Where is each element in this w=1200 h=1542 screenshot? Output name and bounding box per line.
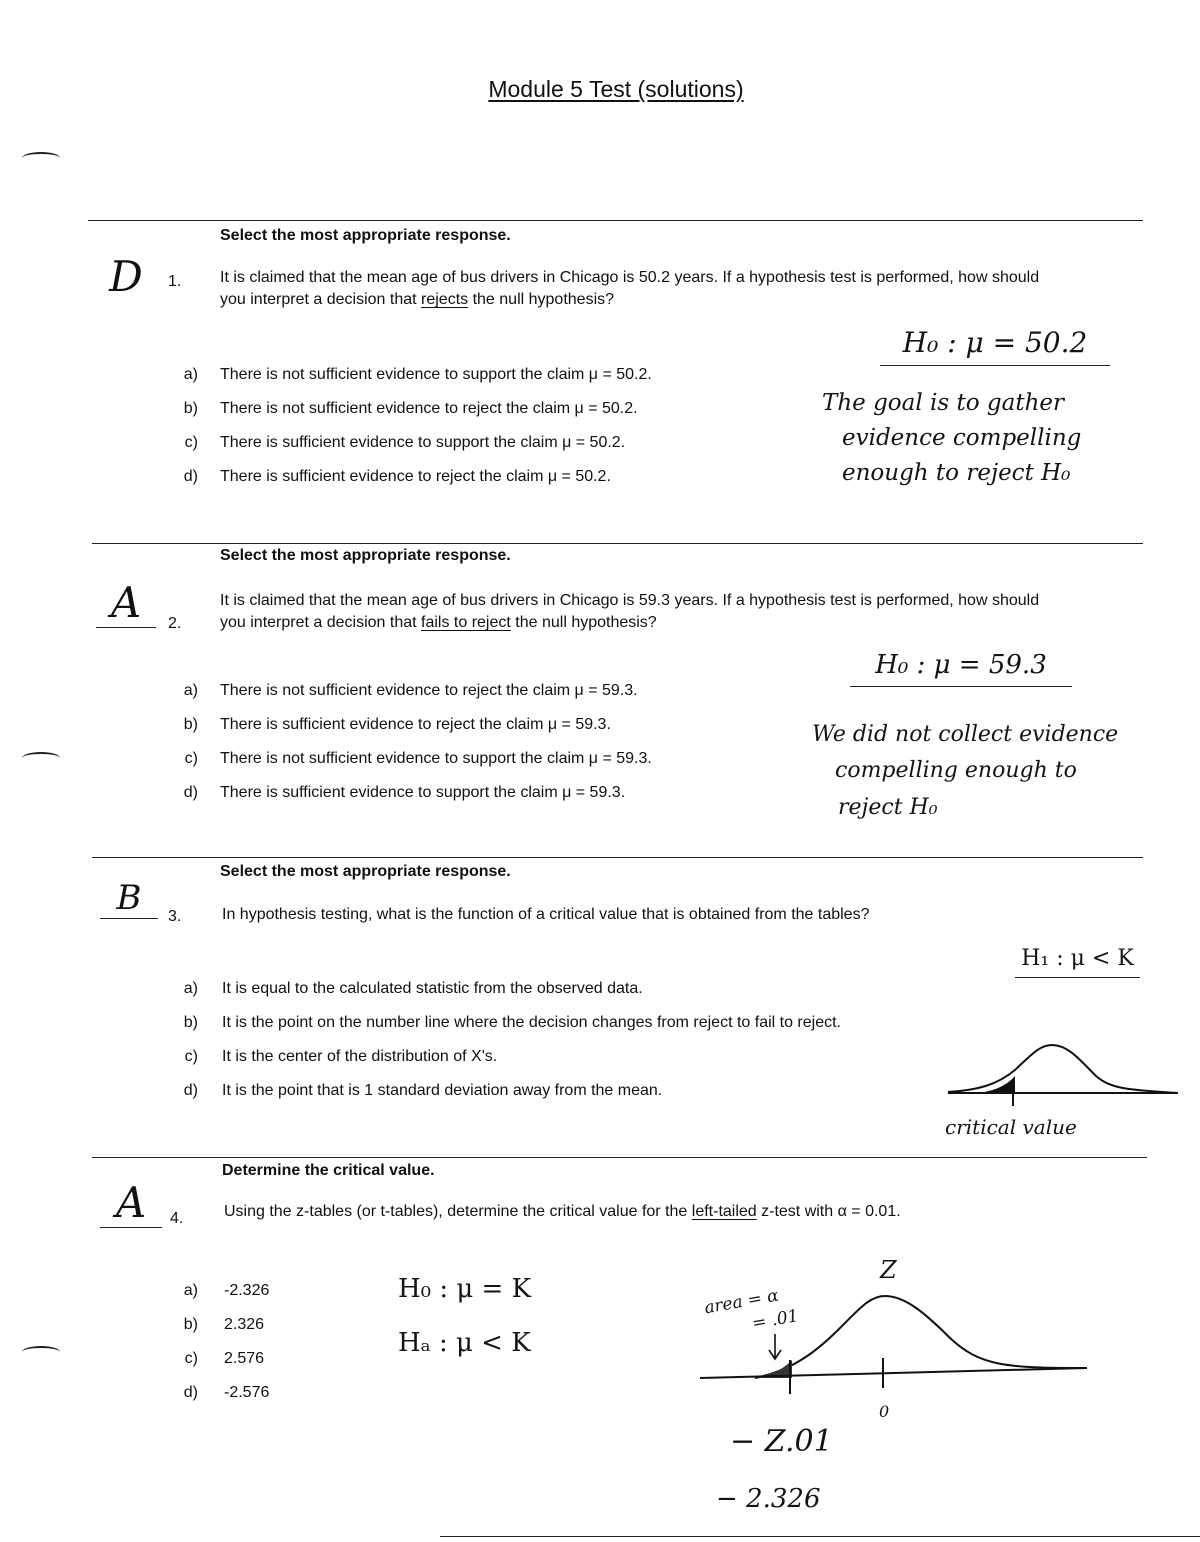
z-distribution-label: Z [880,1256,897,1284]
zero-label: 0 [879,1402,890,1421]
handwritten-answer: B [100,878,158,919]
critical-value-symbol: − Z.01 [730,1424,833,1459]
option-letter: d) [183,1384,198,1401]
option-letter: d) [183,784,198,801]
option-text: -2.576 [224,1384,270,1401]
handwritten-null-hypothesis: H₀ : μ = K [398,1274,532,1304]
option-letter: c) [184,750,198,767]
option-text: It is equal to the calculated statistic from the observed data. [222,980,643,997]
question-text-emphasis: fails to reject [421,614,511,631]
number-line [700,1368,1087,1378]
question-text-end: the null hypothesis? [510,614,657,631]
handwritten-note: The goal is to gather [822,390,1064,416]
section-divider [88,220,1143,221]
handwritten-note: We did not collect evidence [812,722,1119,747]
option-text: 2.576 [224,1350,265,1367]
handwritten-note: compelling enough to [835,758,1077,783]
question-number: 2. [168,615,182,632]
handwritten-label: critical value [945,1115,1077,1139]
question-text [220,267,1050,311]
option-letter: a) [183,682,198,699]
normal-curve [948,1045,1178,1093]
punch-mark [22,1346,60,1358]
section-divider [92,1157,1147,1158]
punch-mark [22,752,60,764]
option-letter: b) [183,1014,198,1031]
question-text [220,590,1050,634]
option-letter: b) [183,1316,198,1333]
option-letter: a) [183,366,198,383]
option-letter: c) [184,1350,198,1367]
option-text: There is not sufficient evidence to reject the claim μ = 59.3. [220,682,638,699]
option-text: There is sufficient evidence to support the claim μ = 59.3. [220,784,626,801]
question-heading: Select the most appropriate response. [220,227,511,244]
option-text: It is the center of the distribution of X's. [222,1048,498,1065]
handwritten-note: evidence compelling [842,425,1082,451]
question-text-start: It is claimed that the mean age of bus drivers in Chicago is 50.2 years. If a hypothesis test is performed, how should you interpret a decision that [220,269,1040,308]
normal-curve [755,1296,1085,1378]
question-number: 3. [168,908,182,925]
question-text-emphasis: rejects [421,291,469,308]
option-text: It is the point on the number line where the decision changes from reject to fail to reject. [222,1014,841,1031]
option-letter: c) [184,1048,198,1065]
option-text: -2.326 [224,1282,270,1299]
option-text: It is the point that is 1 standard deviation away from the mean. [222,1082,663,1099]
option-text: There is sufficient evidence to reject the claim μ = 59.3. [220,716,611,733]
option-letter: b) [183,400,198,417]
section-divider [92,857,1143,858]
handwritten-alt-hypothesis: Hₐ : μ < K [398,1328,531,1358]
question-heading: Determine the critical value. [222,1162,435,1179]
question-text-emphasis: left-tailed [691,1203,757,1220]
option-text: There is not sufficient evidence to support the claim μ = 50.2. [220,366,652,383]
handwritten-hypothesis: H₁ : μ < K [1015,946,1140,978]
option-letter: d) [183,468,198,485]
question-text-end: z-test with α = 0.01. [756,1203,901,1220]
area-annotation: area = α [702,1285,781,1319]
question-number: 4. [170,1210,184,1227]
question-number: 1. [168,273,182,290]
option-letter: d) [183,1082,198,1099]
option-text: There is not sufficient evidence to support the claim μ = 59.3. [220,750,652,767]
question-text [224,1203,901,1221]
critical-value-number: − 2.326 [716,1484,821,1514]
option-letter: b) [183,716,198,733]
page-title: Module 5 Test (solutions) [488,76,744,102]
option-letter: a) [183,980,198,997]
question-text-end: the null hypothesis? [468,291,615,308]
punch-mark [22,152,60,164]
area-annotation: = .01 [750,1306,801,1334]
handwritten-answer: D [109,252,143,301]
handwritten-note: enough to reject H₀ [842,460,1071,486]
handwritten-answer: A [100,1178,162,1228]
option-text: There is sufficient evidence to support the claim μ = 50.2. [220,434,626,451]
handwritten-note: reject H₀ [838,795,938,820]
option-text: 2.326 [224,1316,265,1333]
question-text-start: It is claimed that the mean age of bus drivers in Chicago is 59.3 years. If a hypothesis test is performed, how should you interpret a decision that [220,592,1040,631]
page-bottom-rule [440,1536,1200,1537]
option-text: There is sufficient evidence to reject the claim μ = 50.2. [220,468,611,485]
handwritten-answer: A [96,578,156,628]
question-heading: Select the most appropriate response. [220,863,511,880]
option-letter: a) [183,1282,198,1299]
section-divider [92,543,1143,544]
question-heading: Select the most appropriate response. [220,547,511,564]
critical-value-sketch [940,1040,1180,1115]
question-text: In hypothesis testing, what is the function of a critical value that is obtained from the tables? [222,906,870,923]
left-tailed-z-sketch [695,1285,1095,1398]
handwritten-hypothesis: H₀ : μ = 59.3 [850,650,1072,687]
handwritten-hypothesis: H₀ : μ = 50.2 [880,326,1110,366]
option-text: There is not sufficient evidence to reject the claim μ = 50.2. [220,400,638,417]
question-text-start: Using the z-tables (or t-tables), determine the critical value for the [224,1203,692,1220]
option-letter: c) [184,434,198,451]
